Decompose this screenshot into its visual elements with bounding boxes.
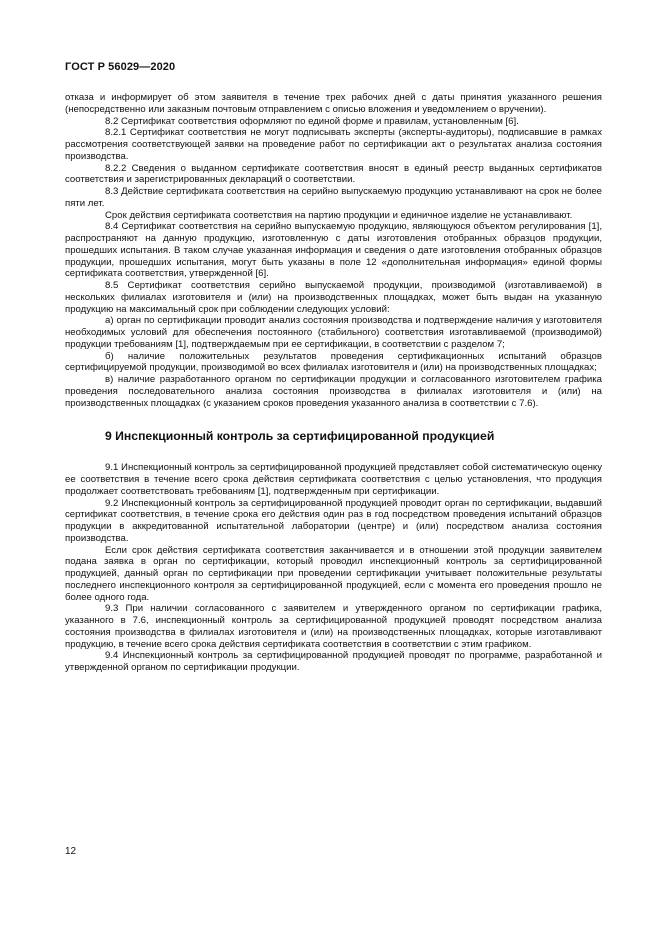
paragraph-8-3: 8.3 Действие сертификата соответствия на серийно выпускаемую продукцию устанавливают на срок не более пяти лет. [65, 186, 602, 209]
paragraph-9-4: 9.4 Инспекционный контроль за сертифицированной продукцией проводят по программе, разработанной и утвержденной органом по сертификации продукции. [65, 650, 602, 673]
page-number: 12 [65, 846, 77, 857]
paragraph-9-2: 9.2 Инспекционный контроль за сертифицированной продукцией проводит орган по сертификации, выдавший сертификат соответствия, в течение срока его действия один раз в год посредством проведения испытаний образцов продукции в аккредитованной испытательной лаборатории (центре) и (или) посредством анализа состояния производства. [65, 497, 602, 544]
document-code: ГОСТ Р 56029—2020 [65, 61, 176, 73]
paragraph-8-2-1: 8.2.1 Сертификат соответствия не могут подписывать эксперты (эксперты-аудиторы), подписавшие в рамках рассмотрения соответствующей заявки на проведение работ по сертификации акт о результатах анализа состояния производства. [65, 127, 602, 162]
paragraph-8-2: 8.2 Сертификат соответствия оформляют по единой форме и правилам, установленным [6]. [105, 115, 519, 127]
paragraph-9-2-extension: Если срок действия сертификата соответствия заканчивается и в отношении этой продукции заявителем подана заявка в орган по сертификации, который проводил инспекционный контроль за сертифицированной продукцией, данный орган по сертификации при проведении сертификации учитывает положительные результаты последнего инспекционного контроля за сертифицированной продукцией, если с момента его проведения прошло не более одного года. [65, 544, 602, 603]
paragraph-continuation: отказа и информирует об этом заявителя в течение трех рабочих дней с даты принятия указанного решения (непосредственно или заказным почтовым отправлением с описью вложения и уведомлением о вручении). [65, 92, 602, 115]
paragraph-9-3: 9.3 При наличии согласованного с заявителем и утвержденного органом по сертификации графика, указанного в 7.6, инспекционный контроль за сертифицированной продукцией проводят посредством анализа состояния производства в филиалах изготовителя и (или) на производственных площадках, которые изготавливают продукцию, в течение всего срока действия сертификата соответствия в соответствии с этим графиком. [65, 603, 602, 650]
list-item-a: а) орган по сертификации проводит анализ состояния производства и подтверждение наличия у изготовителя необходимых условий для обеспечения постоянного (стабильного) соответствия изготавливаемой (производимой) продукции требованиям [1], подтверждаемым при ее сертификации, в соответствии с разделом 7; [65, 315, 602, 350]
paragraph-8-2-2: 8.2.2 Сведения о выданном сертификате соответствия вносят в единый реестр выданных сертификатов соответствия и зарегистрированных деклараций о соответствии. [65, 162, 602, 186]
paragraph-8-4: 8.4 Сертификат соответствия на серийно выпускаемую продукцию, являющуюся объектом регулирования [1], распространяют на данную продукцию, изготовленную с даты изготовления отобранных образцов продукции, прошедших испытания. В таком случае указанная информация и сведения о дате изготовления отобранных образцов продукции, прошедших испытания, могут быть указаны в поле 12 «дополнительная информация» единой формы сертификата соответствия, утвержденной [6]. [65, 221, 602, 280]
paragraph-8-5: 8.5 Сертификат соответствия серийно выпускаемой продукции, производимой (изготавливаемой) в нескольких филиалах изготовителя и (или) на производственных площадках, может быть выдан на указанную продукцию на максимальный срок при соблюдении следующих условий: [65, 280, 602, 315]
paragraph-8-3-term: Срок действия сертификата соответствия на партию продукции и единичное изделие не устанавливают. [105, 209, 573, 221]
document-body [65, 92, 602, 674]
list-item-b: б) наличие положительных результатов проведения сертификационных испытаний образцов сертифицируемой продукции, производимой во всех филиалах изготовителя и (или) на производственных площадках; [65, 350, 602, 374]
section-heading-9: 9 Инспекционный контроль за сертифицированной продукцией [105, 429, 495, 444]
paragraph-9-1: 9.1 Инспекционный контроль за сертифицированной продукцией представляет собой систематическую оценку ее соответствия в течение всего срока действия сертификата соответствия с целью установления, что продукция продолжает соответствовать требованиям [1], подтвержденным при сертификации. [65, 462, 602, 497]
list-item-v: в) наличие разработанного органом по сертификации продукции и согласованного изготовителем графика проведения последовательного анализа состояния производства в филиалах изготовителя и (или) на производственных площадках (с указанием сроков проведения указанного анализа в соответствии с 7.6). [65, 374, 602, 409]
